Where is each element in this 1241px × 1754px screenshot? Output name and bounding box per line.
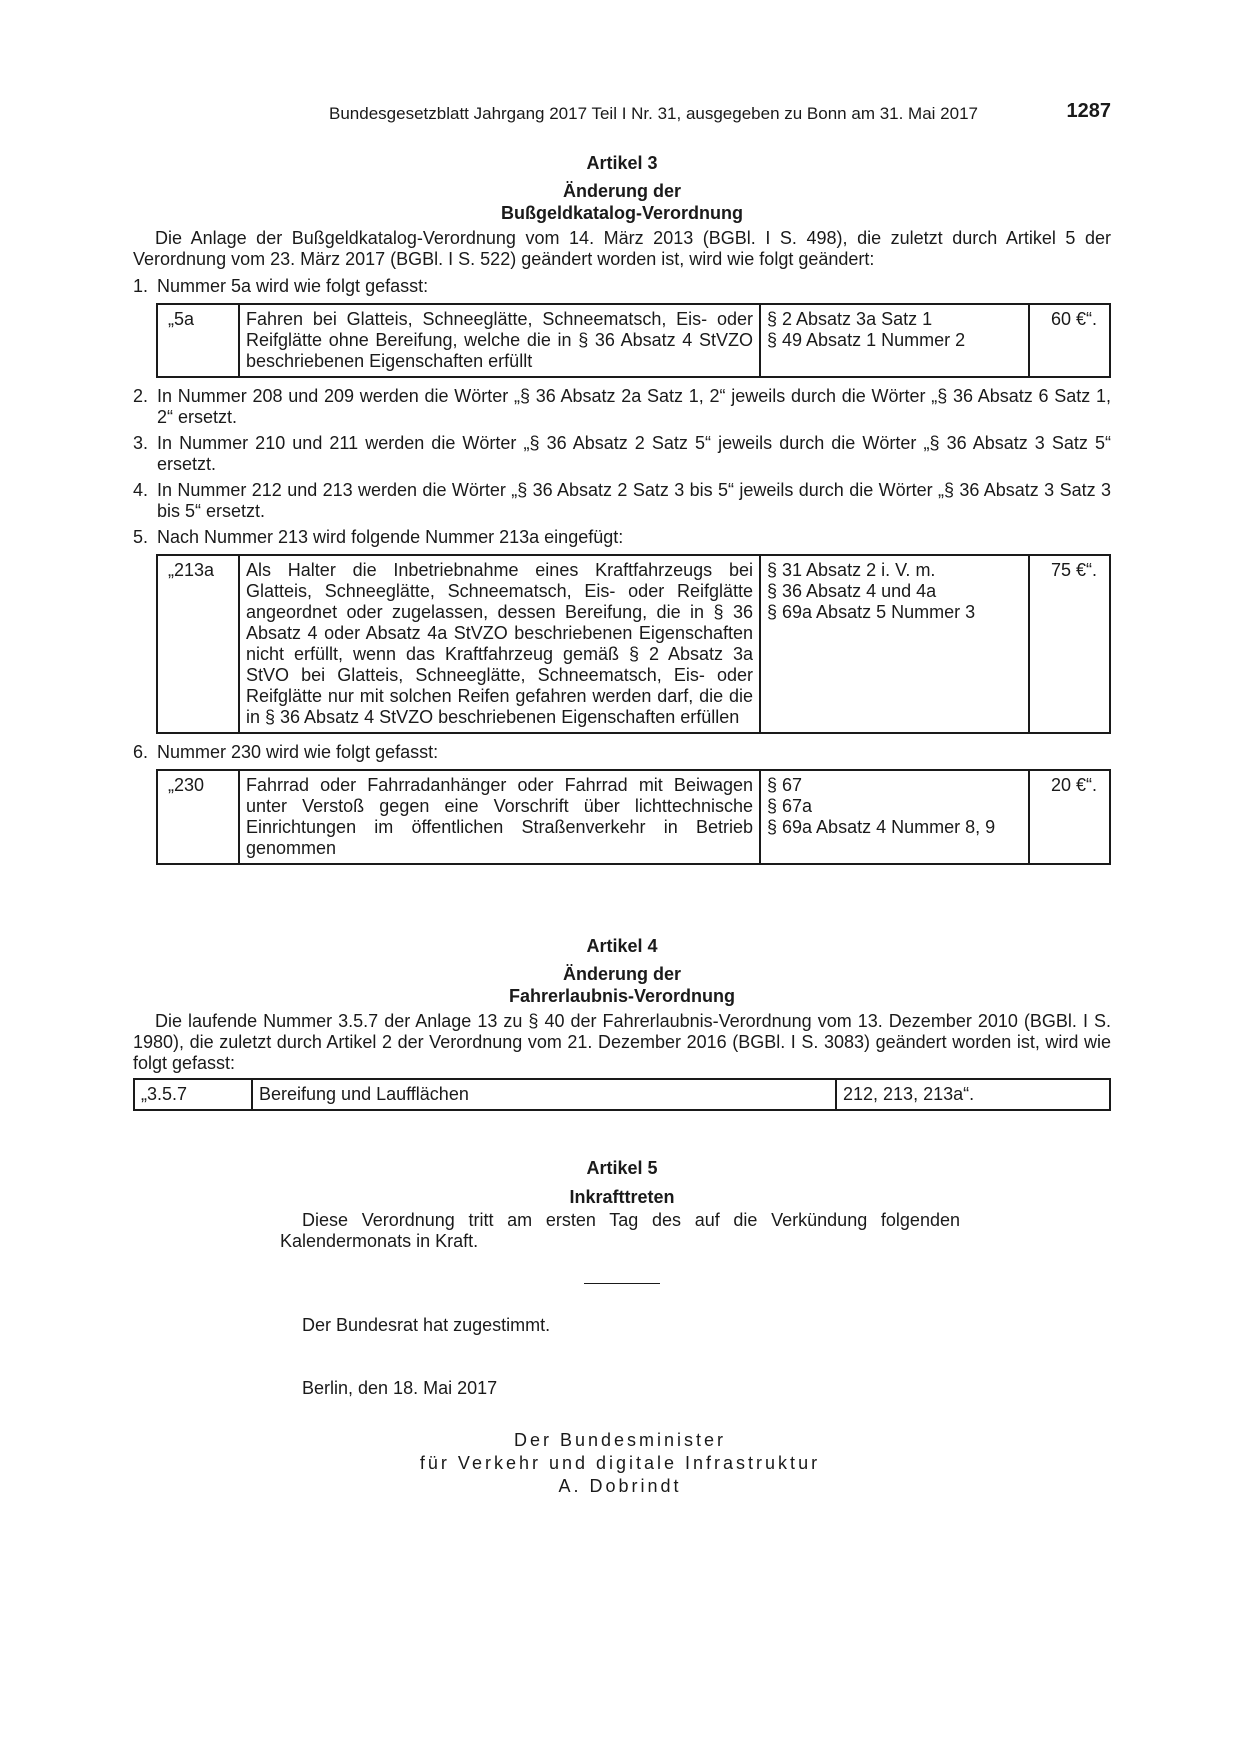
article-4-title: Artikel 4 <box>586 936 658 956</box>
header-line: Bundesgesetzblatt Jahrgang 2017 Teil I Nr. 31, ausgegeben zu Bonn am 31. Mai 2017 <box>329 104 978 123</box>
item-number: 4. <box>133 480 149 500</box>
item-text: Nummer 5a wird wie folgt gefasst: <box>157 276 429 296</box>
table-230 <box>156 769 1111 865</box>
row-amount: 75 €“. <box>1029 555 1110 733</box>
row-number: „3.5.7 <box>134 1079 252 1110</box>
item-number: 6. <box>133 742 149 762</box>
signature-block <box>280 1429 960 1498</box>
table-row <box>157 770 1110 864</box>
table-213a <box>156 554 1111 734</box>
table-row <box>134 1079 1110 1110</box>
row-number: „230 <box>157 770 239 864</box>
reference: § 69a Absatz 5 Nummer 3 <box>767 602 976 622</box>
row-amount: 20 €“. <box>1029 770 1110 864</box>
article-5-text: Diese Verordnung tritt am ersten Tag des auf die Verkündung folgenden Kalendermonats in Kraft. <box>280 1210 960 1251</box>
item-text: Nach Nummer 213 wird folgende Nummer 213a eingefügt: <box>157 527 624 547</box>
row-description: Fahrrad oder Fahrradanhänger oder Fahrrad mit Beiwagen unter Verstoß gegen eine Vorschrift über lichttechnische Einrichtungen im öffentlichen Straßenverkehr in Betrieb genommen <box>239 770 760 864</box>
article-5 <box>133 1157 1111 1208</box>
item-number: 5. <box>133 527 149 547</box>
list-item <box>133 276 1111 297</box>
article-5-title: Artikel 5 <box>586 1158 658 1178</box>
list-item <box>133 527 1111 548</box>
item-number: 2. <box>133 386 149 406</box>
article-3-subtitle-1: Änderung der <box>562 181 681 201</box>
row-description: Bereifung und Laufflächen <box>252 1079 836 1110</box>
table-3-5-7 <box>133 1078 1111 1111</box>
article-3-title: Artikel 3 <box>586 153 658 173</box>
row-amount: 60 €“. <box>1029 304 1110 377</box>
signature-line-2: für Verkehr und digitale Infrastruktur <box>419 1453 821 1473</box>
item-text: In Nummer 210 und 211 werden die Wörter „§ 36 Absatz 2 Satz 5“ jeweils durch die Wörter „§ 36 Absatz 3 Satz 5“ ersetzt. <box>157 433 1111 474</box>
row-references <box>760 304 1029 377</box>
list-item <box>133 480 1111 522</box>
reference: § 36 Absatz 4 und 4a <box>767 581 937 601</box>
reference: § 67 <box>767 775 803 795</box>
article-5-subtitle: Inkrafttreten <box>569 1187 675 1207</box>
reference: § 69a Absatz 4 Nummer 8, 9 <box>767 817 996 837</box>
list-item <box>133 386 1111 428</box>
bundesrat-note: Der Bundesrat hat zugestimmt. <box>302 1315 551 1335</box>
article-3-subtitle-2: Bußgeldkatalog-Verordnung <box>500 203 743 223</box>
signature-line-1: Der Bundesminister <box>513 1430 727 1450</box>
item-text: In Nummer 208 und 209 werden die Wörter „§ 36 Absatz 2a Satz 1, 2“ jeweils durch die Wörter „§ 36 Absatz 6 Satz 1, 2“ ersetzt. <box>157 386 1111 427</box>
item-text: In Nummer 212 und 213 werden die Wörter „§ 36 Absatz 2 Satz 3 bis 5“ jeweils durch die Wörter „§ 36 Absatz 3 Satz 3 bis 5“ ersetzt. <box>157 480 1111 521</box>
article-4-intro: Die laufende Nummer 3.5.7 der Anlage 13 zu § 40 der Fahrerlaubnis-Verordnung vom 13. Dezember 2010 (BGBl. I S. 1980), die zuletzt durch Artikel 2 der Verordnung vom 21. Dezember 2016 (BGBl. I S. 3083) geändert worden ist, wird wie folgt gefasst: <box>133 1011 1111 1073</box>
reference: § 49 Absatz 1 Nummer 2 <box>767 330 966 350</box>
table-5a <box>156 303 1111 378</box>
page-number: 1287 <box>1066 100 1111 122</box>
article-3 <box>133 152 1111 865</box>
row-number: „213a <box>157 555 239 733</box>
list-item <box>133 742 1111 763</box>
reference: § 31 Absatz 2 i. V. m. <box>767 560 936 580</box>
reference: § 67a <box>767 796 813 816</box>
list-item <box>133 433 1111 475</box>
article-4-subtitle-1: Änderung der <box>562 964 681 984</box>
item-number: 1. <box>133 276 149 296</box>
row-number: „5a <box>157 304 239 377</box>
article-4 <box>133 935 1111 1111</box>
article-4-subtitle-2: Fahrerlaubnis-Verordnung <box>508 986 736 1006</box>
table-row <box>157 555 1110 733</box>
separator-rule <box>584 1283 660 1284</box>
table-row <box>157 304 1110 377</box>
row-references <box>760 555 1029 733</box>
page-header <box>133 101 1111 125</box>
place-date: Berlin, den 18. Mai 2017 <box>302 1378 498 1398</box>
row-references <box>760 770 1029 864</box>
article-3-intro: Die Anlage der Bußgeldkatalog-Verordnung vom 14. März 2013 (BGBl. I S. 498), die zuletzt durch Artikel 5 der Verordnung vom 23. März 2017 (BGBl. I S. 522) geändert worden ist, wird wie folgt geändert: <box>133 228 1111 269</box>
item-number: 3. <box>133 433 149 453</box>
reference: § 2 Absatz 3a Satz 1 <box>767 309 933 329</box>
item-text: Nummer 230 wird wie folgt gefasst: <box>157 742 439 762</box>
row-description: Fahren bei Glatteis, Schneeglätte, Schneematsch, Eis- oder Reifglätte ohne Bereifung, welche die in § 36 Absatz 4 StVZO beschriebenen Eigenschaften erfüllt <box>239 304 760 377</box>
row-description: Als Halter die Inbetriebnahme eines Kraftfahrzeugs bei Glatteis, Schneeglätte, Schneematsch, Eis- oder Reifglätte angeordnet oder zugelassen, dessen Bereifung, die in § 36 Absatz 4 oder Absatz 4a StVZO beschriebenen Eigenschaften nicht erfüllt, wenn das Kraftfahrzeug gemäß § 2 Absatz 3a StVO bei Glatteis, Schneeglätte, Schneematsch, Eis- oder Reifglätte nur mit solchen Reifen gefahren werden darf, die die in § 36 Absatz 4 StVZO beschriebenen Eigenschaften erfüllen <box>239 555 760 733</box>
row-references: 212, 213, 213a“. <box>836 1079 1110 1110</box>
signature-name: A. Dobrindt <box>558 1476 682 1496</box>
